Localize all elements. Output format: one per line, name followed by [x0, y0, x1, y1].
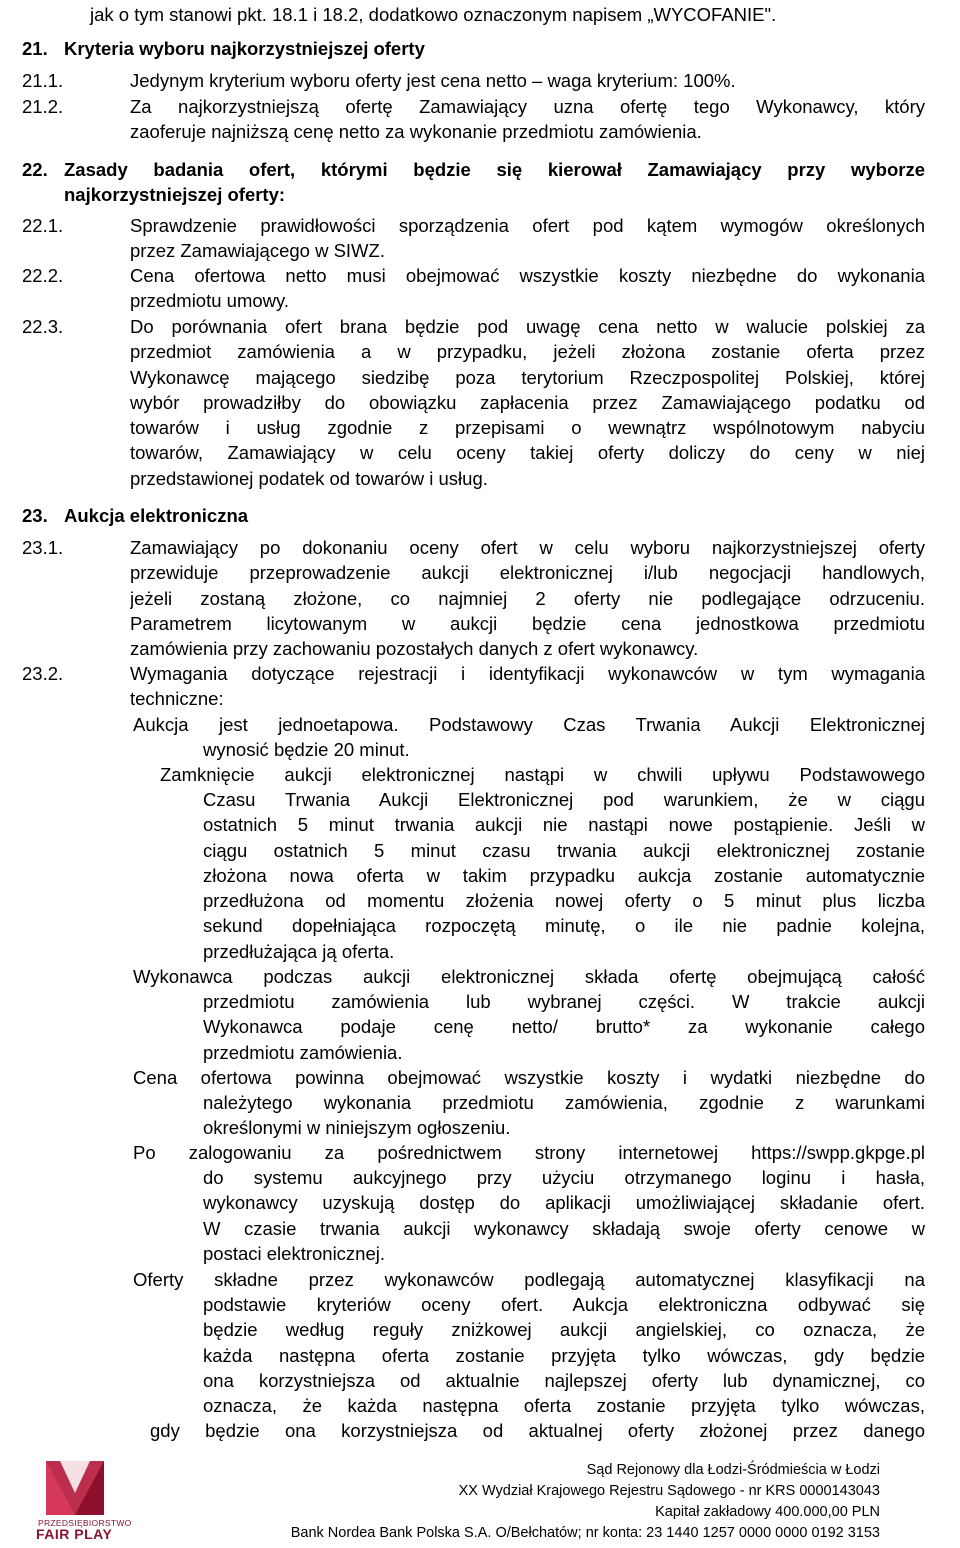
footer-company-info	[291, 1460, 880, 1544]
clause-line: należytego wykonania przedmiotu zamówienia, zgodnie z warunkami	[203, 1092, 925, 1113]
bullet-continuation	[203, 787, 925, 964]
clause-line: przedmiotu zamówienia.	[203, 1041, 403, 1063]
clause-line: Za najkorzystniejszą ofertę Zamawiający uzna ofertę tego Wykonawcy, który	[130, 96, 925, 117]
heading-line: Zasady badania ofert, którymi będzie się kierował Zamawiający przy wyborze	[64, 159, 925, 180]
clause-line: wynosić będzie 20 minut.	[203, 739, 410, 760]
bullet-first-line	[133, 1065, 925, 1090]
clause-line: przedstawionej podatek od towarów i usług.	[130, 467, 488, 489]
clause-line: Po zalogowaniu za pośrednictwem strony internetowej https://swpp.gkpge.pl	[133, 1142, 925, 1163]
clause-line: jeżeli zostaną złożone, co najmniej 2 oferty nie podlegające odrzuceniu.	[130, 587, 925, 609]
bullet-continuation	[150, 1418, 925, 1443]
clause-line: Cena ofertowa powinna obejmować wszystkie koszty i wydatki niezbędne do	[133, 1067, 925, 1088]
clause-line: Oferty składne przez wykonawców podlegają automatycznej klasyfikacji na	[133, 1269, 925, 1290]
section-heading-23: Aukcja elektroniczna	[64, 505, 249, 526]
footer-line: Kapitał zakładowy 400.000,00 PLN	[655, 1504, 880, 1520]
footer-line: XX Wydział Krajowego Rejestru Sądowego - nr KRS 0000143043	[458, 1483, 880, 1499]
clause-number: 22.1.	[22, 215, 64, 236]
footer-line: Sąd Rejonowy dla Łodzi-Śródmieścia w Łodzi	[586, 1462, 880, 1478]
clause-line: przedłużona od momentu złożenia nowej oferty o 5 minut plus liczba	[203, 890, 925, 912]
section-number-21: 21.	[22, 38, 48, 59]
clause-text	[130, 94, 925, 145]
clause-line: wybór prowadziłby do obowiązku zapłacenia przez Zamawiającego podatku od	[130, 391, 925, 413]
paragraph-line: jak o tym stanowi pkt. 18.1 i 18.2, dodatkowo oznaczonym napisem „WYCOFANIE".	[90, 4, 777, 25]
clause-text	[130, 263, 925, 314]
bullet-continuation	[203, 737, 925, 762]
clause-line: postaci elektronicznej.	[203, 1242, 386, 1264]
clause-text	[130, 661, 925, 712]
bullet-first-line	[133, 1267, 925, 1292]
section-number-22: 22.	[22, 159, 48, 180]
clause-line: sekund dopełniająca rozpoczętą minutę, o ile nie padnie kolejna,	[203, 915, 925, 937]
bullet-first-line	[133, 1140, 925, 1165]
logo-text-small: PRZEDSIĘBIORSTWO	[38, 1518, 132, 1528]
clause-line: gdy będzie ona korzystniejsza od aktualnej oferty złożonej przez danego	[150, 1420, 925, 1441]
bullet-first-line	[133, 964, 925, 989]
section-number-23: 23.	[22, 505, 48, 526]
clause-line: Wykonawca podaje cenę netto/ brutto* za wykonanie całego	[203, 1016, 925, 1038]
clause-line: Cena ofertowa netto musi obejmować wszystkie koszty niezbędne do wykonania	[130, 265, 925, 286]
clause-line: wykonawcy uzyskują dostęp do aplikacji umożliwiającej składanie ofert.	[203, 1192, 925, 1214]
clause-line: zaoferuje najniższą cenę netto za wykonanie przedmiotu zamówienia.	[130, 121, 702, 143]
clause-line: ona korzystniejsza od aktualnie najlepszej oferty lub dynamicznej, co	[203, 1369, 925, 1391]
clause-line: przez Zamawiającego w SIWZ.	[130, 240, 385, 262]
clause-line: do systemu aukcyjnego przy użyciu otrzymanego loginu i hasła,	[203, 1167, 925, 1188]
clause-line: Zamknięcie aukcji elektronicznej nastąpi w chwili upływu Podstawowego	[160, 764, 925, 785]
footer-line: Bank Nordea Bank Polska S.A. O/Bełchatów; nr konta: 23 1440 1257 0000 0000 0192 3153	[290, 1525, 880, 1541]
clause-line: Do porównania ofert brana będzie pod uwagę cena netto w walucie polskiej za	[130, 316, 925, 337]
clause-line: W czasie trwania aukcji wykonawcy składają swoje oferty cenowe w	[203, 1217, 925, 1239]
clause-line: ostatnich 5 minut trwania aukcji nie nastąpi nowe postąpienie. Jeśli w	[203, 814, 925, 836]
clause-line: podstawie kryteriów oceny ofert. Aukcja elektroniczna odbywać się	[203, 1294, 925, 1315]
bullet-continuation	[203, 1090, 925, 1141]
section-heading-22	[64, 157, 925, 208]
clause-line: Zamawiający po dokonaniu oceny ofert w celu wyboru najkorzystniejszej oferty	[130, 537, 925, 558]
clause-text: Jedynym kryterium wyboru oferty jest cena netto – waga kryterium: 100%.	[130, 70, 736, 91]
bullet-continuation	[203, 989, 925, 1065]
clause-number: 23.2.	[22, 663, 64, 684]
clause-number: 23.1.	[22, 537, 64, 558]
clause-text	[130, 535, 925, 661]
bullet-first-line	[133, 712, 925, 737]
clause-line: zamówienia przy zachowaniu pozostałych danych z ofert wykonawcy.	[130, 638, 699, 660]
clause-line: Sprawdzenie prawidłowości sporządzenia ofert pod kątem wymogów określonych	[130, 215, 925, 236]
clause-text	[130, 314, 925, 491]
clause-line: towarów, Zamawiający w celu oceny takiej oferty doliczy do ceny w niej	[130, 442, 925, 464]
clause-line: określonymi w niniejszym ogłoszeniu.	[203, 1117, 511, 1139]
clause-number: 22.2.	[22, 265, 64, 286]
company-logo	[32, 1455, 132, 1543]
clause-line: każda następna oferta zostanie przyjęta tylko wówczas, gdy będzie	[203, 1344, 925, 1366]
clause-line: przewiduje przeprowadzenie aukcji elektronicznej i/lub negocjacji handlowych,	[130, 562, 925, 584]
clause-line: przedłużająca ją oferta.	[203, 940, 395, 962]
clause-line: techniczne:	[130, 688, 224, 710]
clause-line: ciągu ostatnich 5 minut czasu trwania aukcji elektronicznej zostanie	[203, 839, 925, 861]
clause-number: 22.3.	[22, 316, 64, 337]
clause-line: złożona nowa oferta w takim przypadku aukcja zostanie automatycznie	[203, 864, 925, 886]
clause-line: Wykonawcę mającego siedzibę poza terytorium Rzeczpospolitej Polskiej, której	[130, 366, 925, 388]
clause-line: Aukcja jest jednoetapowa. Podstawowy Czas Trwania Aukcji Elektronicznej	[133, 714, 925, 735]
clause-line: Czasu Trwania Aukcji Elektronicznej pod warunkiem, że w ciągu	[203, 789, 925, 810]
clause-text	[130, 213, 925, 264]
clause-line: Wymagania dotyczące rejestracji i identyfikacji wykonawców w tym wymagania	[130, 663, 925, 684]
clause-line: będzie według reguły zniżkowej aukcji angielskiej, co oznacza, że	[203, 1319, 925, 1341]
bullet-first-line	[160, 762, 925, 787]
section-heading-21: Kryteria wyboru najkorzystniejszej oferty	[64, 38, 425, 59]
clause-line: przedmiotu umowy.	[130, 290, 290, 312]
clause-number: 21.1.	[22, 70, 64, 91]
bullet-continuation	[203, 1165, 925, 1266]
clause-number: 21.2.	[22, 96, 64, 117]
clause-line: oznacza, że każda następna oferta zostanie przyjęta tylko wówczas,	[203, 1395, 925, 1417]
heading-line: najkorzystniejszej oferty:	[64, 184, 286, 206]
clause-line: towarów i usług zgodnie z przepisami o wewnątrz wspólnotowym nabyciu	[130, 417, 925, 439]
bullet-continuation	[203, 1292, 925, 1418]
clause-line: Wykonawca podczas aukcji elektronicznej składa ofertę obejmującą całość	[133, 966, 925, 987]
clause-line: przedmiotu zamówienia lub wybranej części. W trakcie aukcji	[203, 991, 925, 1012]
logo-text-main: FAIR PLAY	[36, 1526, 113, 1542]
clause-line: Parametrem licytowanym w aukcji będzie cena jednostkowa przedmiotu	[130, 612, 925, 634]
clause-line: przedmiot zamówienia a w przypadku, jeżeli złożona zostanie oferta przez	[130, 341, 925, 363]
